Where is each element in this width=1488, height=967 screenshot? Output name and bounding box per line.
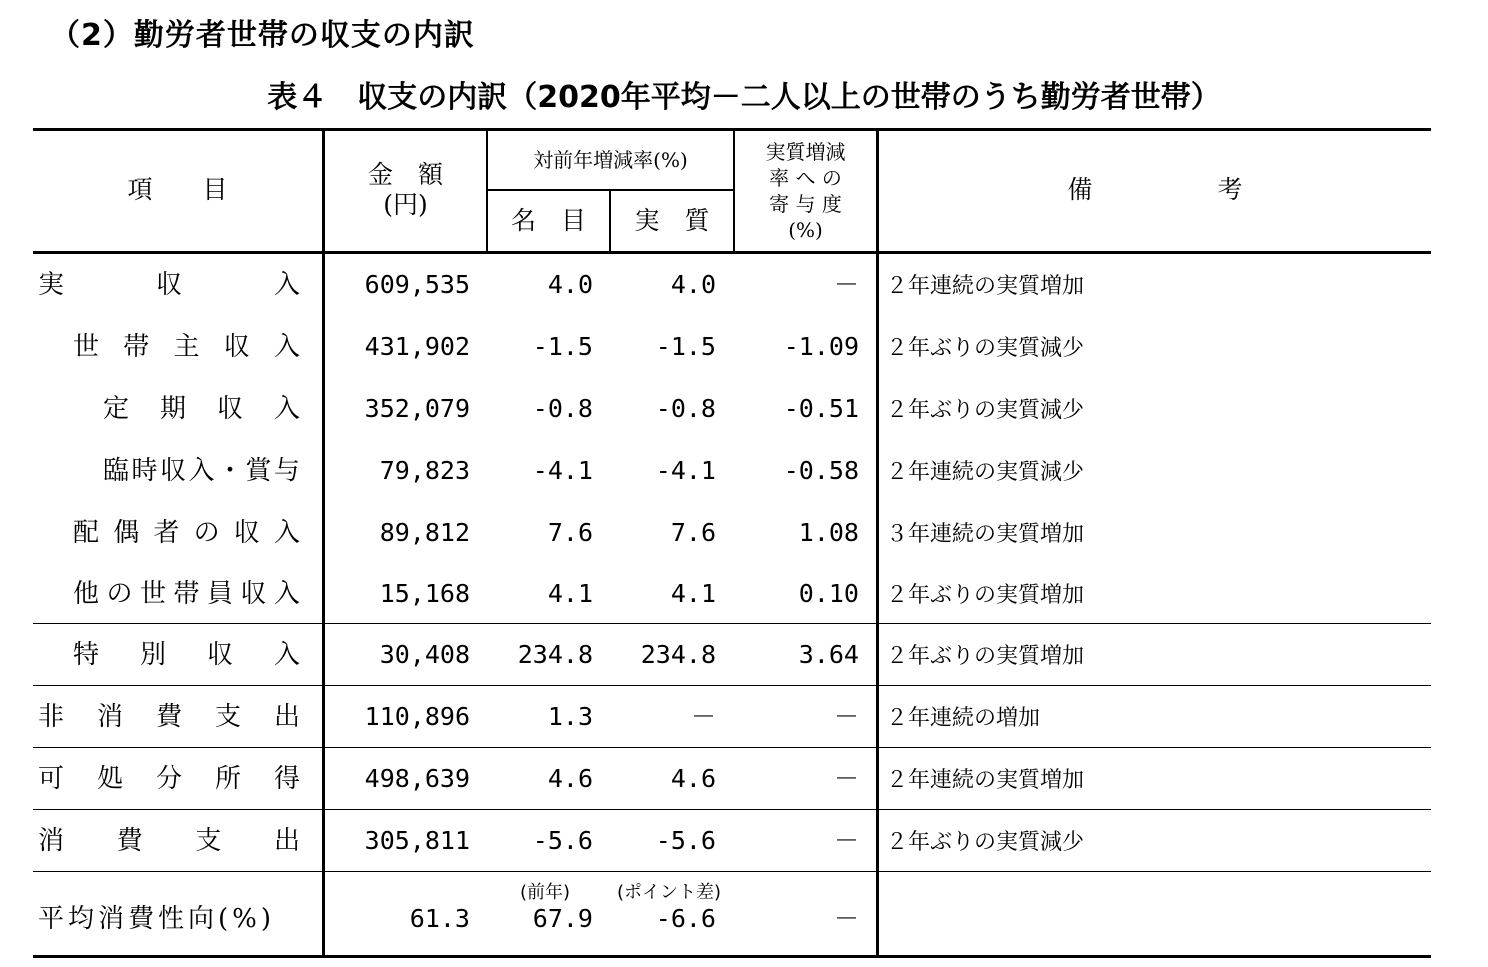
table-title: 表４ 収支の内訳（2020年平均－二人以上の世帯のうち勤労者世帯） [267,80,1221,115]
row-real: 234.8 [640,640,716,669]
header-contrib-3: 寄 与 度 [769,192,842,216]
header-item: 項 目 [127,175,228,204]
row-real-sub: (ポイント差) [617,882,722,903]
row-nominal: 4.6 [547,764,593,793]
row-nominal: -1.5 [532,332,593,361]
header-contrib-1: 実質増減 [765,140,846,164]
row-label: 実 収 入 [38,270,300,300]
row-contrib: － [833,904,859,933]
row-contrib: － [833,270,859,299]
row-contrib: 3.64 [798,640,859,669]
row-nominal: 1.3 [547,702,593,731]
header-nominal: 名 目 [510,206,586,235]
row-note: ２年連続の増加 [886,706,1041,731]
row-label: 消 費 支 出 [38,826,300,856]
row-amount: 352,079 [364,394,470,423]
row-real: 4.0 [670,270,716,299]
row-label: 世 帯 主 収 入 [73,332,300,362]
row-nominal: 67.9 [532,904,593,933]
row-nominal: -5.6 [532,826,593,855]
row-contrib: － [833,826,859,855]
row-contrib: － [833,702,859,731]
row-note: ２年連続の実質増加 [886,768,1085,793]
row-amount: 89,812 [379,518,470,547]
row-amount: 431,902 [364,332,470,361]
header-amount-unit: (円) [383,190,428,219]
row-amount: 305,811 [364,826,470,855]
row-real: 4.1 [670,579,716,608]
header-contrib-2: 率 へ の [769,166,842,190]
row-label: 特 別 収 入 [73,640,300,670]
row-contrib: -1.09 [783,332,859,361]
row-nominal: 234.8 [517,640,593,669]
header-yoy: 対前年増減率(%) [533,148,688,172]
row-label: 配 偶 者 の 収 入 [73,518,300,548]
row-nominal: 4.0 [547,270,593,299]
row-note: ３年連続の実質増加 [886,522,1085,547]
row-nominal-sub: (前年) [520,882,571,903]
row-amount: 498,639 [364,764,470,793]
row-label: 可 処 分 所 得 [38,764,300,794]
row-real: -0.8 [655,394,716,423]
row-real: 7.6 [670,518,716,547]
row-contrib: -0.51 [783,394,859,423]
row-real: -1.5 [655,332,716,361]
row-note: ２年ぶりの実質減少 [886,336,1085,361]
row-amount: 15,168 [379,579,470,608]
row-amount: 61.3 [409,904,470,933]
row-contrib: 0.10 [798,579,859,608]
row-label: 定 期 収 入 [103,394,300,424]
row-contrib: 1.08 [798,518,859,547]
row-real: -4.1 [655,456,716,485]
row-label: 他 の 世 帯 員 収 入 [73,579,300,609]
header-amount: 金 額 [367,160,443,189]
row-note: ２年ぶりの実質増加 [886,644,1085,669]
row-nominal: -4.1 [532,456,593,485]
section-title: （2）勤労者世帯の収支の内訳 [50,18,475,53]
row-note: ２年連続の実質減少 [886,460,1085,485]
row-nominal: -0.8 [532,394,593,423]
row-contrib: － [833,764,859,793]
row-real: 4.6 [670,764,716,793]
row-note: ２年ぶりの実質減少 [886,398,1085,423]
row-amount: 79,823 [379,456,470,485]
row-label: 非 消 費 支 出 [38,702,300,732]
header-real: 実 質 [634,206,710,235]
row-real: -6.6 [655,904,716,933]
header-contrib-4: (%) [788,218,823,242]
row-nominal: 7.6 [547,518,593,547]
row-real: -5.6 [655,826,716,855]
row-nominal: 4.1 [547,579,593,608]
row-contrib: -0.58 [783,456,859,485]
row-label: 臨 時 収 入 ・ 賞 与 [103,456,300,486]
row-amount: 609,535 [364,270,470,299]
row-note: ２年連続の実質増加 [886,274,1085,299]
row-note: ２年ぶりの実質減少 [886,830,1085,855]
row-amount: 30,408 [379,640,470,669]
row-real: － [690,702,716,731]
row-note: ２年ぶりの実質増加 [886,583,1085,608]
row-label: 平均消費性向(%) [38,904,275,934]
header-remarks: 備 考 [1067,175,1243,204]
row-amount: 110,896 [364,702,470,731]
